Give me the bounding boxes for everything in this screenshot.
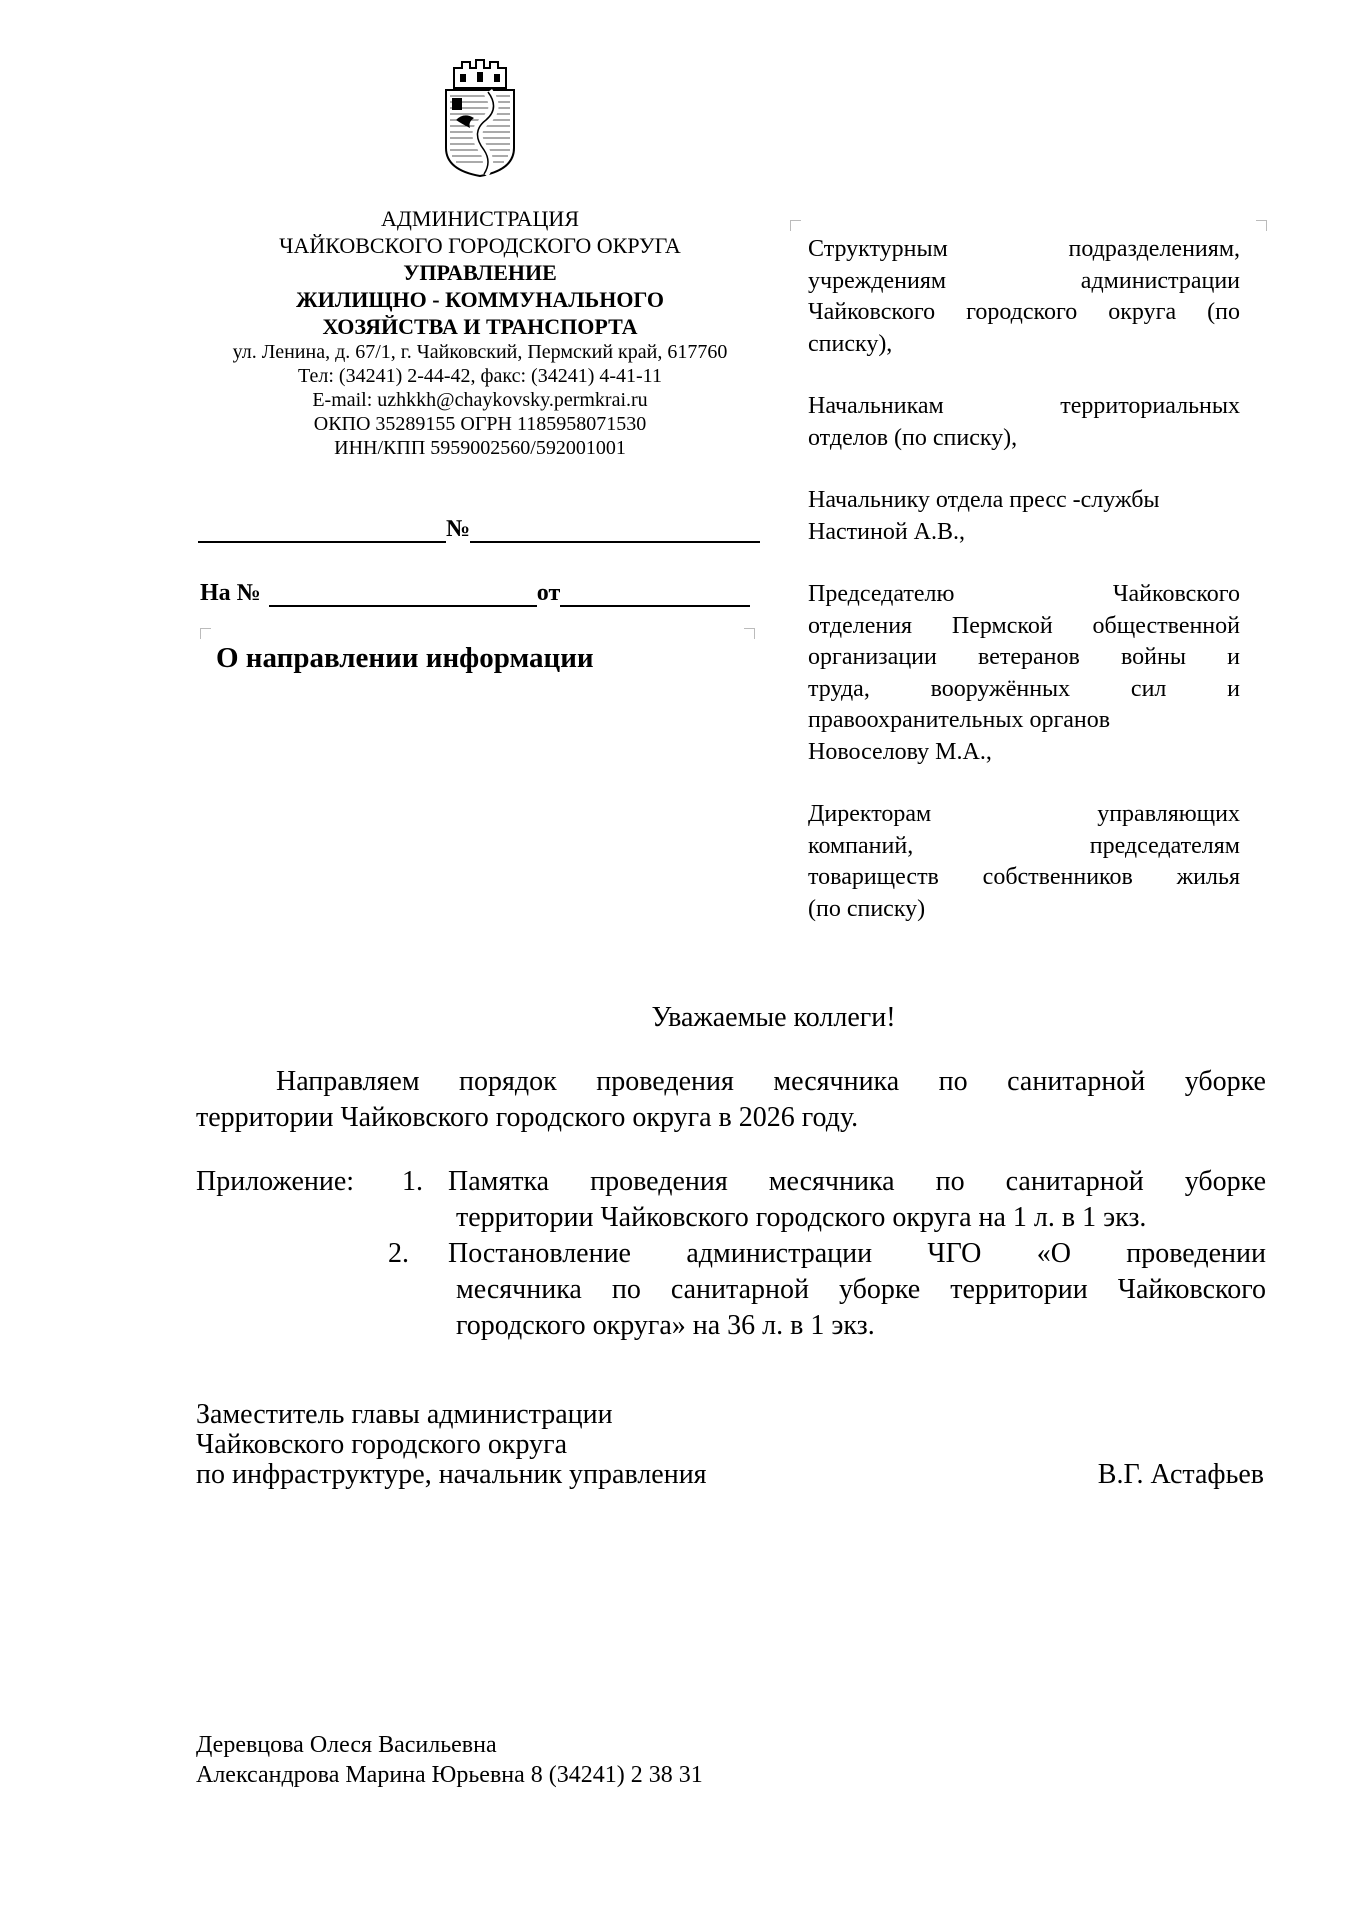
attachment-number: 2. [388,1238,409,1269]
attachment-item: Памятка проведения месячника по санитарной уборке территории Чайковского городского округа на 1 л. в 1 экз. [448,1166,1266,1233]
corner-mark [1256,220,1267,231]
reference-prefix: На № [200,580,261,606]
reference-from: от [536,580,561,606]
attachment-number: 1. [402,1166,423,1197]
corner-mark [200,628,211,639]
letterhead-address: ул. Ленина, д. 67/1, г. Чайковский, Пермский край, 617760 [232,341,728,363]
corner-mark [790,220,801,231]
reference-line [200,580,768,607]
addressee-block: Начальнику отдела пресс -службы Настиной А.В., [808,487,1160,545]
signatory-position: Заместитель главы администрации Чайковского городского округа по инфраструктуре, начальник управления [196,1399,707,1490]
attachment-item: Постановление администрации ЧГО «О проведении месячника по санитарной уборке территории Чайковского городского округа» на 36 л. в 1 экз. [448,1238,1266,1341]
letterhead-line: ЧАЙКОВСКОГО ГОРОДСКОГО ОКРУГА [279,233,681,258]
greeting: Уважаемые коллеги! [651,1002,896,1033]
executors [196,1730,703,1790]
executor-line: Деревцова Олеся Васильевна [196,1732,497,1758]
letterhead-okpo: ОКПО 35289155 ОГРН 1185958071530 [313,413,647,435]
letterhead [190,205,770,460]
addressee-block: Председателю Чайковского отделения Пермской общественной организации ветеранов войны и труда, вооружённых сил и правоохранительных органов Новоселову М.А., [808,581,1240,765]
addressee-block: Начальникам территориальных отделов (по списку), [808,393,1240,451]
letterhead-inn: ИНН/КПП 5959002560/592001001 [334,437,626,459]
letterhead-line: АДМИНИСТРАЦИЯ [381,206,579,231]
body-paragraph: Направляем порядок проведения месячника по санитарной уборке территории Чайковского городского округа в 2026 году. [196,1066,1266,1133]
addressees [808,234,1240,956]
letter-subject: О направлении информации [216,642,594,674]
letterhead-line: ЖИЛИЩНО - КОММУНАЛЬНОГО [296,287,664,312]
signatory-name: В.Г. Астафьев [1097,1459,1264,1490]
addressee-block: Структурным подразделениям, учреждениям администрации Чайковского городского округа (по списку), [808,236,1240,357]
executor-line: Александрова Марина Юрьевна 8 (34241) 2 38 31 [196,1762,703,1788]
number-sign: № [446,516,471,542]
attachments-label: Приложение: [196,1166,355,1197]
registration-number-line [198,516,768,543]
letterhead-line: УПРАВЛЕНИЕ [403,260,557,285]
coat-of-arms [440,58,520,178]
letterhead-line: ХОЗЯЙСТВА И ТРАНСПОРТА [322,314,638,339]
letterhead-phone: Тел: (34241) 2-44-42, факс: (34241) 4-41-11 [298,365,662,387]
corner-mark [744,628,755,639]
letterhead-email: E-mail: uzhkkh@chaykovsky.permkrai.ru [312,389,648,411]
addressee-block: Директорам управляющих компаний, председателям товариществ собственников жилья (по списку) [808,801,1240,922]
